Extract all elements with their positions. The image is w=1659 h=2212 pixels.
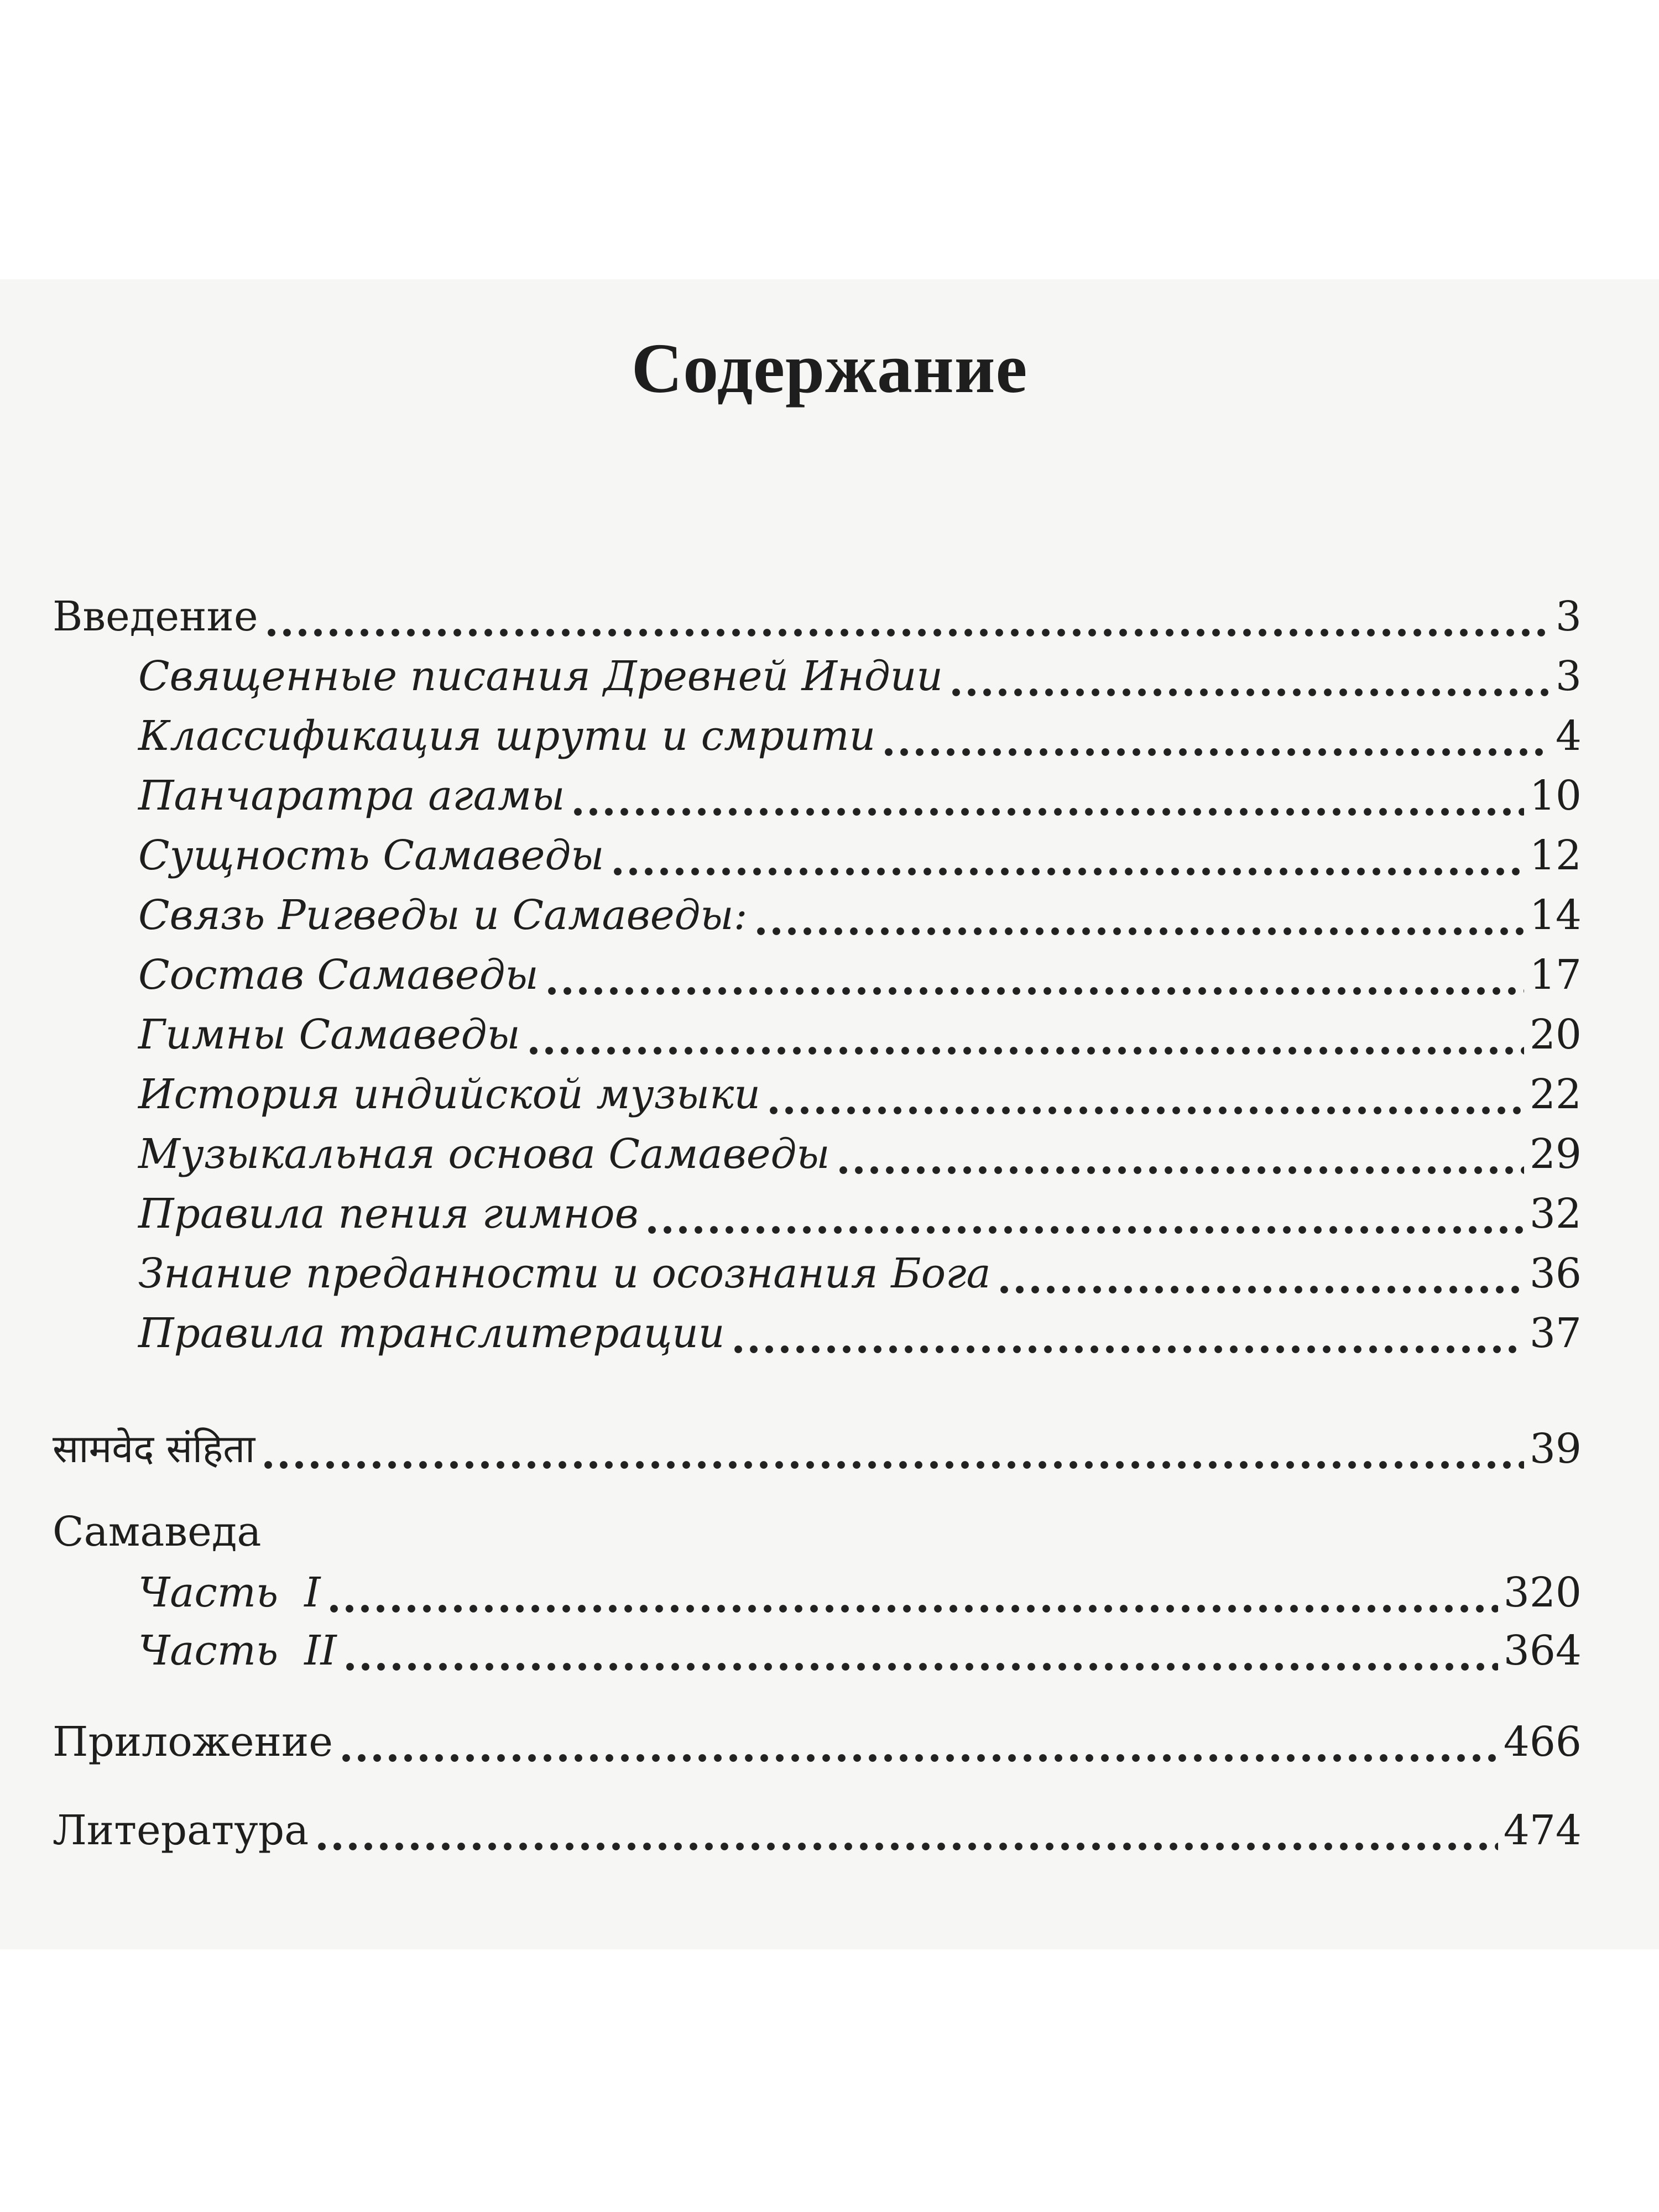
toc-page-number: 36 [1529,1250,1582,1297]
toc-entry-label: Литература [53,1807,309,1854]
toc-page-number: 474 [1503,1807,1582,1854]
dot-leader [948,649,1550,704]
toc-entry-label: Гимны Самаведы [138,1011,520,1058]
dot-leader [260,1421,1524,1477]
toc-entry-rigveda-link[interactable] [53,888,1582,943]
toc-page-number: 29 [1529,1130,1582,1178]
toc-entry-label: Панчаратра агамы [138,772,565,820]
dot-leader [731,1306,1524,1361]
toc-entry-label: История индийской музыки [138,1071,760,1118]
dot-leader [526,1007,1524,1062]
dot-leader [544,947,1524,1003]
toc-page-number: 4 [1555,712,1582,760]
toc-entry-introduction[interactable] [53,589,1582,644]
toc-entry-label: Часть I [138,1569,321,1616]
toc-entry-label: Связь Ригведы и Самаведы: [138,891,748,939]
dot-leader [881,708,1550,764]
toc-entry-part-two[interactable] [53,1623,1582,1678]
toc-page-number: 17 [1529,951,1582,999]
toc-page-number: 364 [1503,1627,1582,1674]
toc-entry-label: Приложение [53,1718,333,1766]
toc-entry-samaveda-samhita[interactable] [53,1421,1582,1477]
dot-leader [314,1803,1498,1858]
dot-leader [644,1186,1524,1241]
toc-entry-musical-basis[interactable] [53,1126,1582,1182]
toc-page-number: 39 [1529,1425,1582,1473]
toc-section-heading: Самаведа [53,1508,262,1556]
toc-page-number: 3 [1555,593,1582,640]
toc-entry-label: Правила транслитерации [138,1310,725,1357]
dot-leader [342,1623,1498,1678]
toc-entry-literature[interactable] [53,1803,1582,1858]
dot-leader [570,768,1524,823]
toc-entry-part-one[interactable] [53,1565,1582,1620]
toc-entry-essence[interactable] [53,828,1582,883]
toc-page-number: 22 [1529,1071,1582,1118]
toc-entry-label: Введение [53,593,258,640]
dot-leader [326,1565,1498,1620]
toc-page-number: 14 [1529,891,1582,939]
toc-page-number: 37 [1529,1310,1582,1357]
toc-entry-devotion-knowledge[interactable] [53,1246,1582,1301]
toc-page-number: 32 [1529,1190,1582,1238]
page-title: Содержание [631,328,1028,408]
toc-entry-classification[interactable] [53,708,1582,764]
toc-page-number: 320 [1503,1569,1582,1616]
toc-entry-music-history[interactable] [53,1067,1582,1122]
dot-leader [997,1246,1524,1301]
toc-section-samaveda [53,1504,1582,1559]
toc-entry-singing-rules[interactable] [53,1186,1582,1241]
dot-leader [836,1126,1524,1182]
toc-page-number: 12 [1529,832,1582,879]
toc-entry-label: Знание преданности и осознания Бога [138,1250,991,1297]
toc-entry-label: Сущность Самаведы [138,832,604,879]
toc-page-number: 466 [1503,1718,1582,1766]
toc-entry-label: Часть II [138,1627,337,1674]
toc-page-number: 3 [1555,653,1582,700]
toc-entry-label: Священные писания Древней Индии [138,653,943,700]
dot-leader [338,1714,1498,1770]
toc-entry-appendix[interactable] [53,1714,1582,1770]
dot-leader [766,1067,1524,1122]
toc-entry-label: Состав Самаведы [138,951,539,999]
toc-entry-hymns[interactable] [53,1007,1582,1062]
toc-entry-label: Правила пения гимнов [138,1190,639,1238]
toc-entry-label: सामवेद संहिता [53,1426,255,1472]
dot-leader [610,828,1524,883]
toc-page-number: 20 [1529,1011,1582,1058]
toc-entry-pancharatra[interactable] [53,768,1582,823]
toc-entry-composition[interactable] [53,947,1582,1003]
toc-entry-label: Музыкальная основа Самаведы [138,1130,830,1178]
dot-leader [264,589,1550,644]
toc-page-number: 10 [1529,772,1582,820]
toc-entry-label: Классификация шрути и смрити [138,712,876,760]
toc-entry-sacred-scriptures[interactable] [53,649,1582,704]
toc-entry-transliteration[interactable] [53,1306,1582,1361]
dot-leader [753,888,1524,943]
